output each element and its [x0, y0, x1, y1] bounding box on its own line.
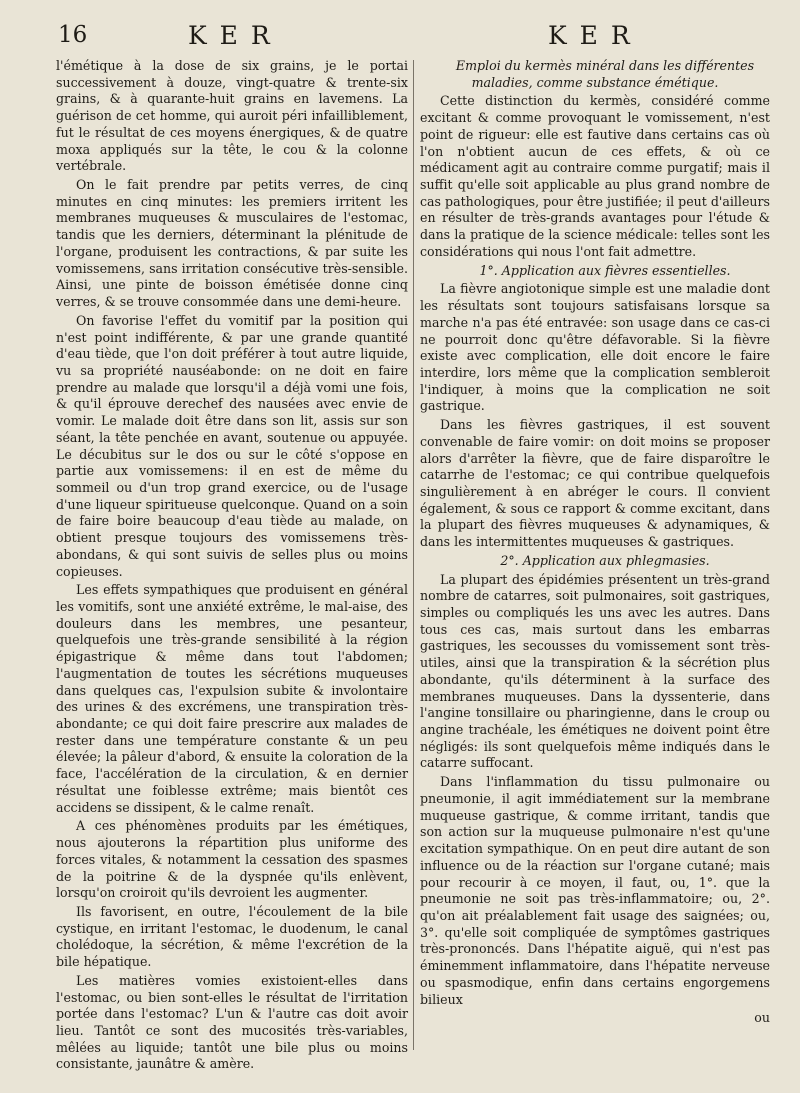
subsection-title-1: 1°. Application aux fièvres essentielles. [479, 262, 731, 278]
column-divider [413, 60, 414, 1050]
running-title-left: KER [188, 21, 283, 50]
subsection-title-2: 2°. Application aux phlegmasies. [500, 552, 710, 568]
paragraph: Cette distinction du kermès, considéré comme excitant & comme provoquant le vomissement, n'est point de rigueur: elle est fautive dans certains cas où l'on n'obtient aucun de ces effets, & où ce médicament agit au contraire comme purgatif; mais il suffit qu'elle soit applicable au plus grand nombre de cas pathologiques, pour être justifiée; il peut d'ailleurs en résulter de très-grands avantages pour l'étude & dans la pratique de la science médicale: telles sont les considérations qui nous l'ont fait admettre. [420, 93, 770, 259]
paragraph: La plupart des épidémies présentent un très-grand nombre de catarres, soit pulmonaires, soit gastriques, simples ou compliqués les uns avec les autres. Dans tous ces cas, mais surtout dans les embarras gastriques, les secousses du vomissement sont très-utiles, ainsi que la transpiration & la sécrétion plus abondante, qu'ils déterminent à la surface des membranes muqueuses. Dans la dyssenterie, dans l'angine tonsillaire ou pharingienne, dans le croup ou angine trachéale, les émétiques ne doivent point être négligés: ils sont quelquefois même indiqués dans le catarre suffocant. [420, 571, 770, 771]
paragraph: On favorise l'effet du vomitif par la position qui n'est point indifférente, & par une grande quantité d'eau tiède, que l'on doit préférer à tout autre liquide, vu sa propriété nauséabonde: on ne doit en faire prendre au malade que lorsqu'il a déjà vomi une fois, & qu'il éprouve derechef des nausées avec envie de vomir. Le malade doit être dans son lit, assis sur son séant, la tête penchée en avant, soutenue ou appuyée. Le décubitus sur le dos ou sur le côté s'oppose en partie aux vomissemens: il en est de même du sommeil ou d'un trop grand exercice, ou de l'usage d'une liqueur spiritueuse quelconque. Quand on a soin de faire boire beaucoup d'eau tiède au malade, on obtient presque toujours des vomissemens très-abondans, & qui sont suivis de selles plus ou moins copieuses. [56, 312, 408, 579]
catchword: ou [754, 1010, 770, 1026]
running-title-right: KER [548, 21, 643, 50]
paragraph: On le fait prendre par petits verres, de cinq minutes en cinq minutes: les premiers irritent les membranes muqueuses & musculaires de l'estomac, tandis que les derniers, déterminant la plénitude de l'organe, produisent les contractions, & par suite les vomissemens, sans irritation consécutive très-sensible. Ainsi, une pinte de boisson émétisée donne cinq verres, & se trouve consommée dans une demi-heure. [56, 177, 408, 310]
right-column [420, 58, 770, 1027]
paragraph: Ils favorisent, en outre, l'écoulement de la bile cystique, en irritant l'estomac, le duodenum, le canal cholédoque, la sécrétion, & même l'excrétion de la bile hépatique. [56, 903, 408, 970]
paragraph: A ces phénomènes produits par les émétiques, nous ajouterons la répartition plus uniforme des forces vitales, & notamment la cessation des spasmes de la poitrine & de la dyspnée qu'ils enlèvent, lorsqu'on croiroit qu'ils devroient les augmenter. [56, 818, 408, 901]
page-number: 16 [58, 22, 88, 48]
paragraph: Dans les fièvres gastriques, il est souvent convenable de faire vomir: on doit moins se proposer alors d'arrêter la fièvre, que de faire disparoître le catarrhe de l'estomac; ce qui contribue quelquefois singulièrement à en abréger le cours. Il convient également, & sous ce rapport & comme excitant, dans la plupart des fièvres muqueuses & adynamiques, & dans les intermittentes muqueuses & gastriques. [420, 417, 770, 550]
left-column [56, 58, 408, 1075]
paragraph: l'émétique à la dose de six grains, je le portai successivement à douze, vingt-quatre & trente-six grains, & à quarante-huit grains en lavemens. La guérison de cet homme, qui auroit péri infailliblement, fut le résultat de ces moyens énergiques, & de quatre moxa appliqués sur la tête, le cou & la colonne vertébrale. [56, 58, 408, 174]
paragraph: Dans l'inflammation du tissu pulmonaire ou pneumonie, il agit immédiatement sur la membrane muqueuse gastrique, & comme irritant, tandis que son action sur la muqueuse pulmonaire n'est qu'une excitation sympathique. On en peut dire autant de son influence ou de la réaction sur l'organe cutané; mais pour recourir à ce moyen, il faut, ou, 1°. que la pneumonie ne soit pas très-inflammatoire; ou, 2°. qu'on ait préalablement fait usage des saignées; ou, 3°. qu'elle soit compliquée de symptômes gastriques très-prononcés. Dans l'hépatite aiguë, qui n'est pas éminemment inflammatoire, dans l'hépatite nerveuse ou spasmodique, enfin dans certains engorgemens bilieux [420, 774, 770, 1007]
paragraph: Les effets sympathiques que produisent en général les vomitifs, sont une anxiété extrême, le mal-aise, des douleurs dans les membres, une pesanteur, quelquefois une très-grande sensibilité à la région épigastrique & même dans tout l'abdomen; l'augmentation de toutes les sécrétions muqueuses dans quelques cas, l'expulsion subite & involontaire des urines & des excrémens, une transpiration très-abondante; ce qui doit faire prescrire aux malades de rester dans une température constante & un peu élevée; la pâleur d'abord, & ensuite la coloration de la face, l'accélération de la circulation, & en dernier résultat une foiblesse extrême; mais bientôt ces accidens se dissipent, & le calme renaît. [56, 582, 408, 815]
section-title: Emploi du kermès minéral dans les différentes maladies, comme substance émétique. [455, 58, 755, 90]
paragraph: La fièvre angiotonique simple est une maladie dont les résultats sont toujours satisfaisans lorsque sa marche n'a pas été entravée: son usage dans ce cas-ci ne pourroit donc qu'être défavorable. Si la fièvre existe avec complication, elle doit encore le faire interdire, lors même que la complication sembleroit l'indiquer, à moins que la complication ne soit gastrique. [420, 281, 770, 414]
paragraph: Les matières vomies existoient-elles dans l'estomac, ou bien sont-elles le résultat de l'irritation portée dans l'estomac? L'un & l'autre cas doit avoir lieu. Tantôt ce sont des mucosités très-variables, mêlées au liquide; tantôt une bile plus ou moins consistante, jaunâtre & amère. [56, 972, 408, 1072]
